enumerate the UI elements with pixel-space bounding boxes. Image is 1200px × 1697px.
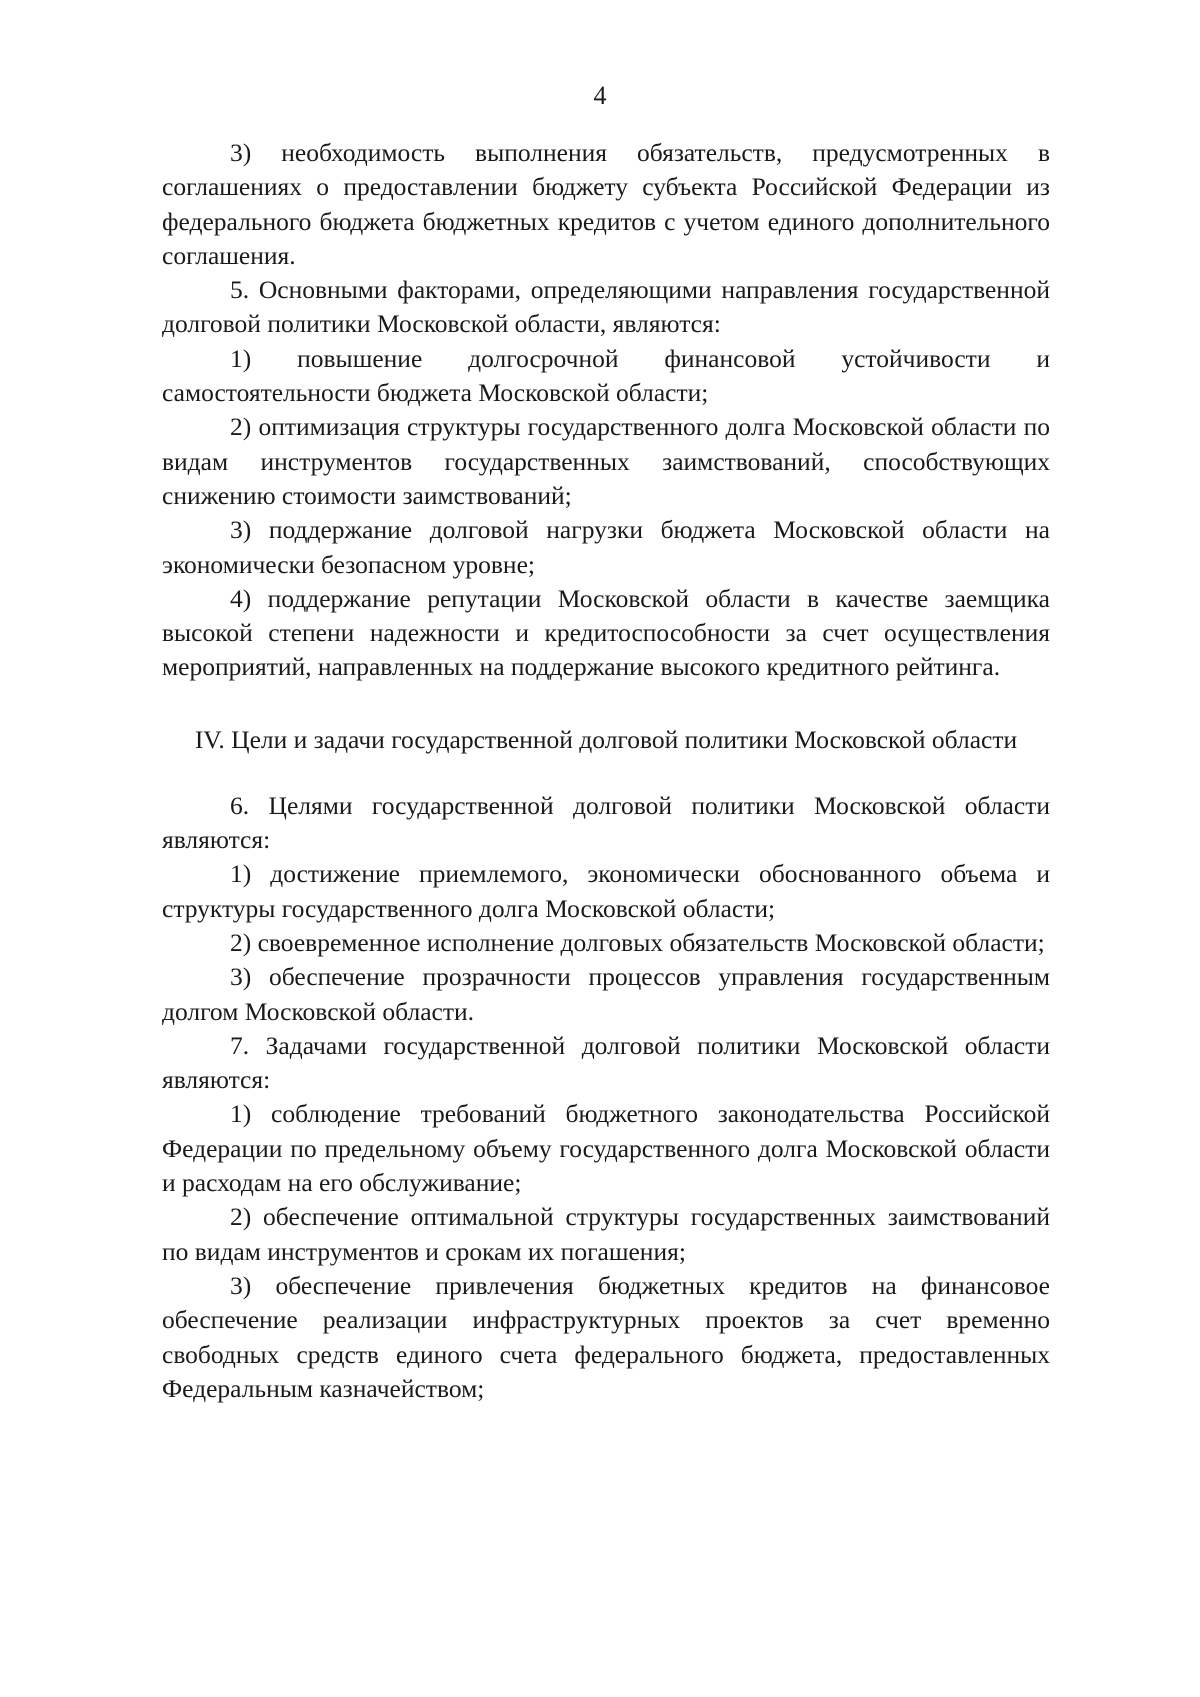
document-body (162, 136, 1050, 1406)
paragraph-task-2: 2) обеспечение оптимальной структуры государственных заимствований по видам инструментов и срокам их погашения; (162, 1202, 1050, 1266)
paragraph-item-5-factors: 5. Основными факторами, определяющими направления государственной долговой политики Московской области, являются: (162, 275, 1050, 339)
paragraph-goal-3: 3) обеспечение прозрачности процессов управления государственным долгом Московской области. (162, 962, 1050, 1026)
section-heading-iv: IV. Цели и задачи государственной долговой политики Московской области (194, 724, 1018, 754)
paragraph-goal-1: 1) достижение приемлемого, экономически обоснованного объема и структуры государственного долга Московской области; (162, 859, 1050, 923)
paragraph-goal-2: 2) своевременное исполнение долговых обязательств Московской области; (230, 927, 1045, 957)
paragraph-item-7-tasks: 7. Задачами государственной долговой политики Московской области являются: (162, 1030, 1050, 1095)
paragraph-task-1: 1) соблюдение требований бюджетного законодательства Российской Федерации по предельному объему государственного долга Московской области и расходам на его обслуживание; (162, 1099, 1050, 1198)
paragraph-factor-1: 1) повышение долгосрочной финансовой устойчивости и самостоятельности бюджета Московской области; (162, 343, 1050, 408)
paragraph-task-3: 3) обеспечение привлечения бюджетных кредитов на финансовое обеспечение реализации инфраструктурных проектов за счет временно свободных средств единого счета федерального бюджета, предоставленных Федеральным казначейством; (162, 1270, 1050, 1403)
paragraph-factor-2: 2) оптимизация структуры государственного долга Московской области по видам инструментов государственных заимствований, способствующих снижению стоимости заимствований; (162, 412, 1050, 510)
paragraph-factor-3: 3) поддержание долговой нагрузки бюджета Московской области на экономически безопасном уровне; (162, 515, 1050, 579)
paragraph-factor-4: 4) поддержание репутации Московской области в качестве заемщика высокой степени надежности и кредитоспособности за счет осуществления мероприятий, направленных на поддержание высокого кредитного рейтинга. (162, 583, 1050, 682)
page-number: 4 (593, 81, 607, 110)
paragraph-item-6-goals: 6. Целями государственной долговой политики Московской области являются: (162, 790, 1050, 855)
paragraph-obligations-agreements: 3) необходимость выполнения обязательств, предусмотренных в соглашениях о предоставлении бюджету субъекта Российской Федерации из федерального бюджета бюджетных кредитов с учетом единого дополнительного соглашения. (162, 138, 1050, 270)
